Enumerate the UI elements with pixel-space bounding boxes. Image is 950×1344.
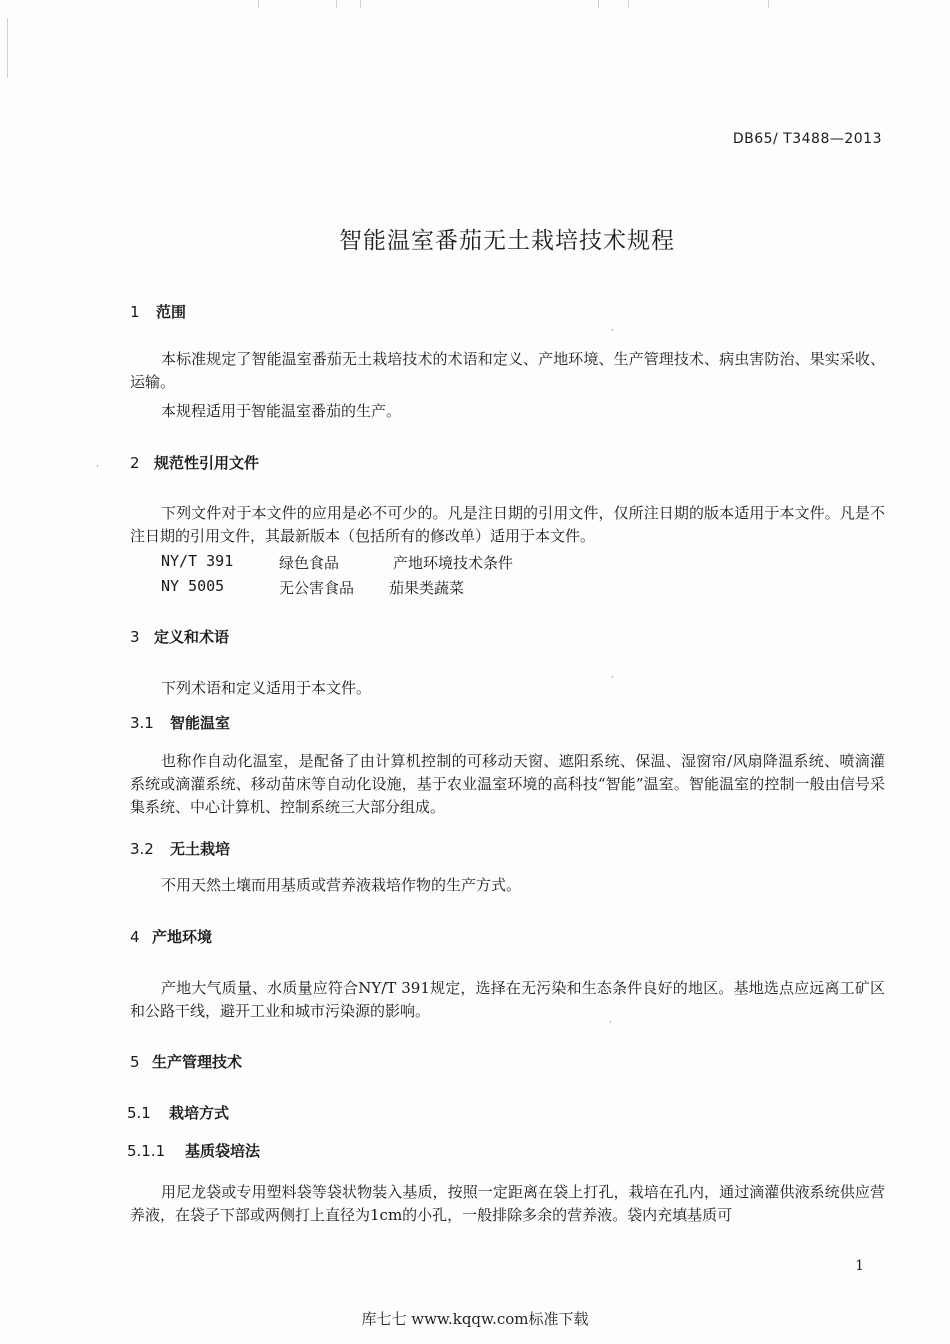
section-title: 范围 bbox=[156, 303, 187, 321]
section-title: 无土栽培 bbox=[170, 840, 231, 858]
document-title: 智能温室番茄无土栽培技术规程 bbox=[339, 228, 675, 254]
scan-tick bbox=[768, 0, 769, 8]
section-5-1-heading bbox=[127, 1102, 229, 1123]
section-number: 3.1 bbox=[130, 714, 154, 732]
scan-speck: · bbox=[96, 462, 99, 472]
section-3-paragraph-1: 下列术语和定义适用于本文件。 bbox=[161, 679, 372, 697]
section-number: 1 bbox=[130, 303, 140, 321]
section-title: 定义和术语 bbox=[154, 628, 230, 646]
section-number: 5.1.1 bbox=[127, 1142, 166, 1160]
section-number: 3.2 bbox=[130, 840, 154, 858]
section-number: 5 bbox=[130, 1053, 140, 1071]
section-5-1-1-heading bbox=[127, 1140, 260, 1161]
section-5-1-1-paragraph: 用尼龙袋或专用塑料袋等袋状物装入基质，按照一定距离在袋上打孔，栽培在孔内，通过滴灌供液系统供应营养液，在袋子下部或两侧打上直径为1cm的小孔，一般排除多余的营养液。袋内充填基质可 bbox=[130, 1183, 885, 1224]
scan-tick bbox=[258, 0, 259, 8]
section-3-2-heading bbox=[130, 838, 230, 859]
scan-tick bbox=[336, 0, 337, 8]
section-2-paragraph-1: 下列文件对于本文件的应用是必不可少的。凡是注日期的引用文件，仅所注日期的版本适用于本文件。凡是不注日期的引用文件，其最新版本（包括所有的修改单）适用于本文件。 bbox=[130, 504, 885, 545]
reference-desc: 产地环境技术条件 bbox=[393, 554, 514, 572]
section-title: 智能温室 bbox=[170, 714, 231, 732]
section-5-heading bbox=[130, 1051, 242, 1072]
document-code: DB65/ T3488—2013 bbox=[732, 131, 882, 147]
reference-desc: 茄果类蔬菜 bbox=[389, 579, 465, 597]
section-3-1-heading bbox=[130, 712, 230, 733]
section-4-heading bbox=[130, 926, 212, 947]
scan-speck: · bbox=[611, 673, 614, 683]
section-3-1-paragraph: 也称作自动化温室，是配备了由计算机控制的可移动天窗、遮阳系统、保温、湿窗帘/风扇降温系统、喷滴灌系统或滴灌系统、移动苗床等自动化设施，基于农业温室环境的高科技“智能”温室。智能温室的控制一般由信号采集系统、中心计算机、控制系统三大部分组成。 bbox=[130, 752, 885, 816]
section-number: 5.1 bbox=[127, 1104, 151, 1122]
section-number: 3 bbox=[130, 628, 140, 646]
section-title: 基质袋培法 bbox=[185, 1142, 261, 1160]
section-title: 栽培方式 bbox=[169, 1104, 230, 1122]
section-3-2-paragraph: 不用天然土壤而用基质或营养液栽培作物的生产方式。 bbox=[161, 876, 522, 894]
section-2-heading bbox=[130, 452, 259, 473]
section-title: 生产管理技术 bbox=[152, 1053, 243, 1071]
section-title: 规范性引用文件 bbox=[154, 454, 260, 472]
section-1-heading bbox=[130, 301, 186, 322]
section-1-paragraph-1: 本标准规定了智能温室番茄无土栽培技术的术语和定义、产地环境、生产管理技术、病虫害防治、果实采收、运输。 bbox=[130, 350, 885, 391]
scan-speck: · bbox=[609, 1018, 612, 1028]
scan-speck: · bbox=[611, 326, 614, 336]
section-1-paragraph-2: 本规程适用于智能温室番茄的生产。 bbox=[161, 402, 402, 420]
reference-name: 无公害食品 bbox=[279, 579, 355, 597]
page-number: 1 bbox=[855, 1258, 864, 1274]
reference-code: NY 5005 bbox=[161, 577, 225, 595]
footer-watermark: 库七七 www.kqqw.com标准下载 bbox=[361, 1310, 589, 1328]
scan-tick bbox=[628, 0, 629, 8]
section-title: 产地环境 bbox=[152, 928, 213, 946]
section-4-paragraph: 产地大气质量、水质量应符合NY/T 391规定，选择在无污染和生态条件良好的地区。基地选点应远离工矿区和公路干线，避开工业和城市污染源的影响。 bbox=[130, 979, 885, 1020]
reference-code: NY/T 391 bbox=[161, 552, 234, 570]
section-number: 4 bbox=[130, 928, 140, 946]
scan-margin-line bbox=[7, 18, 8, 78]
reference-name: 绿色食品 bbox=[279, 554, 340, 572]
scan-tick bbox=[360, 0, 361, 8]
scan-tick bbox=[598, 0, 599, 8]
section-3-heading bbox=[130, 626, 229, 647]
section-number: 2 bbox=[130, 454, 140, 472]
